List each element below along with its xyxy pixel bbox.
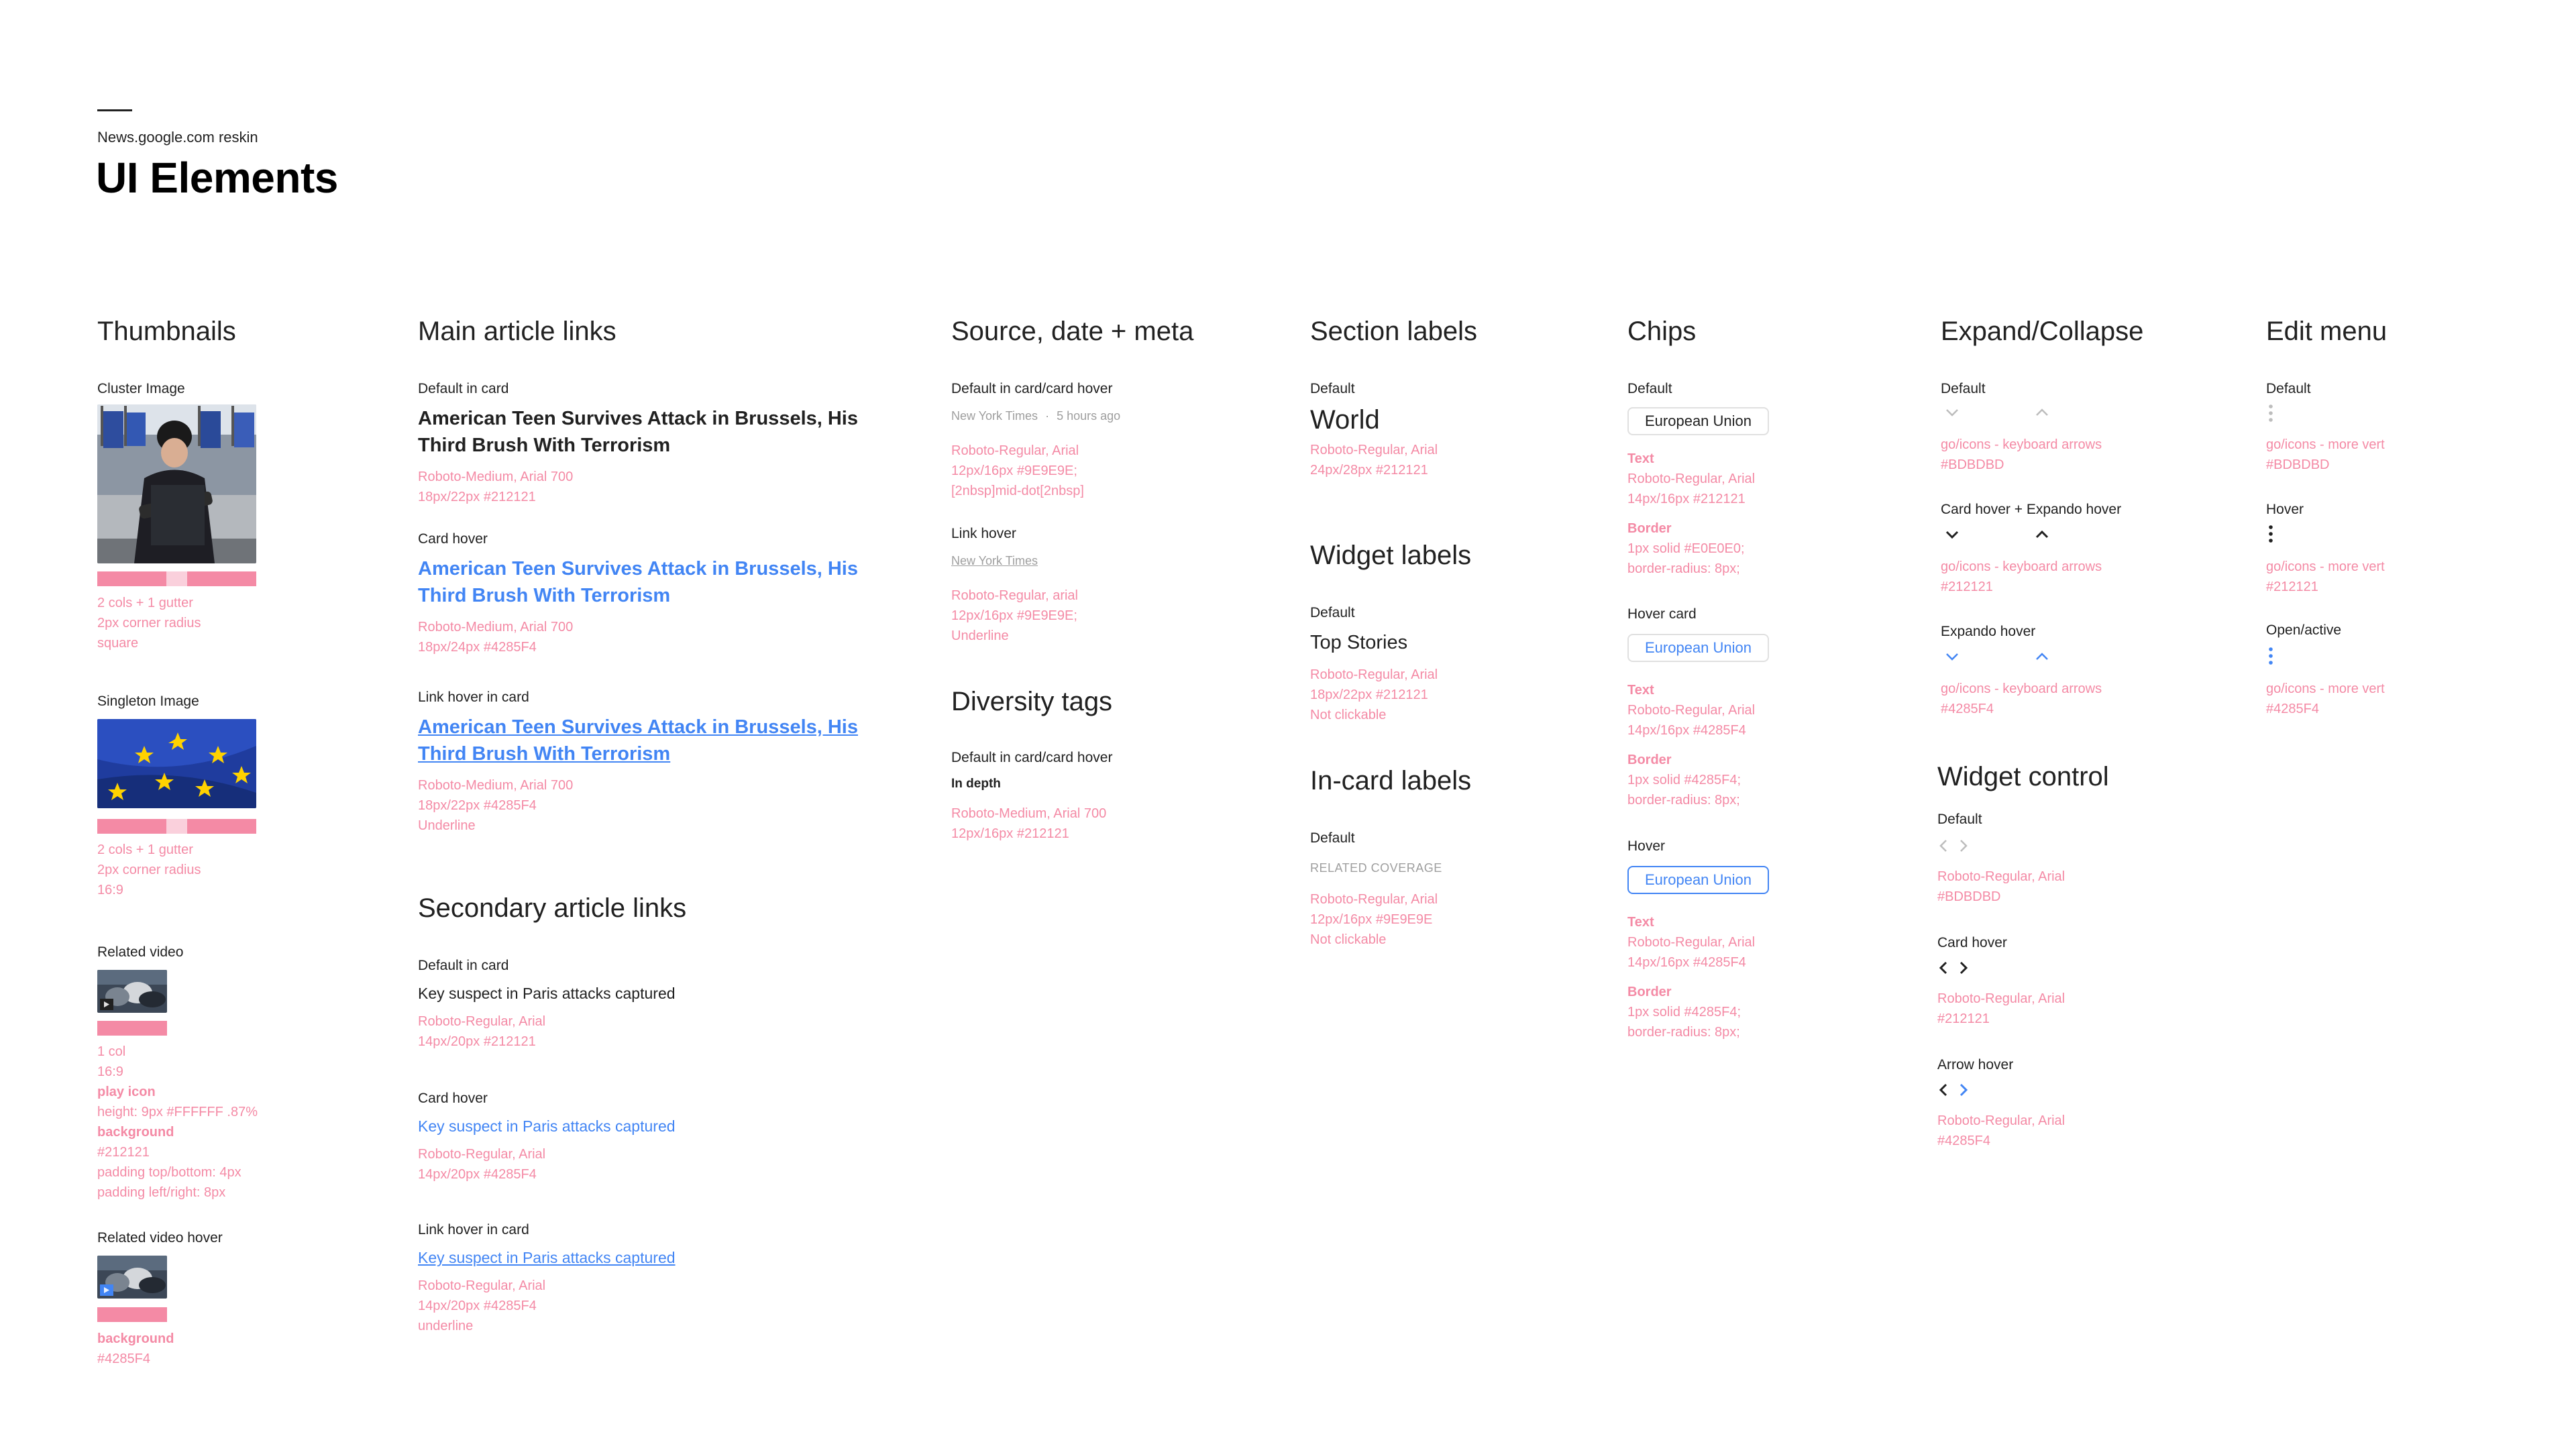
spec-line: 18px/24px #4285F4 [418,640,537,655]
thumbnails-title: Thumbnails [97,317,236,346]
chip-hover-spec [1627,912,1755,1042]
spec-line: 2 cols + 1 gutter [97,842,193,857]
edit-hover-label: Hover [2266,502,2304,517]
widget-control-card-hover-spec [1937,989,2065,1029]
expand-card-hover-spec [1941,557,2102,597]
spec-line: Roboto-Regular, Arial [1937,869,2065,884]
spec-line: 1 col [97,1044,126,1059]
spec-line: 12px/16px #9E9E9E [1310,912,1433,927]
spec-line: 2px corner radius [97,616,201,630]
spec-line: padding left/right: 8px [97,1185,226,1200]
spec-line: 1px solid #4285F4; [1627,773,1741,787]
edit-open-spec [2266,679,2385,719]
widget-control-arrow-hover-spec [1937,1111,2065,1151]
widget-control-card-hover-label: Card hover [1937,935,2007,950]
singleton-grid-swatch [97,819,256,834]
spec-line: Roboto-Regular, Arial [1627,703,1756,718]
spec-line: Roboto-Medium, Arial 700 [418,778,574,793]
spec-line: go/icons - more vert [2266,681,2385,696]
source-meta-title: Source, date + meta [951,317,1194,346]
edit-menu-title: Edit menu [2266,317,2387,346]
spec-line: border-radius: 8px; [1627,561,1740,576]
spec-line: Roboto-Medium, Arial 700 [418,470,574,484]
page-kicker: News.google.com reskin [97,129,258,146]
spec-line: Roboto-Regular, Arial [1937,991,2065,1006]
spec-line: #BDBDBD [1941,457,2004,472]
spec-line: Roboto-Regular, Arial [1627,935,1756,950]
chip-default-label: Default [1627,381,1672,396]
spec-line: 12px/16px #212121 [951,826,1069,841]
expand-expando-hover-label: Expando hover [1941,624,2036,639]
chevron-left-icon[interactable] [1939,960,1948,975]
spec-line: 14px/16px #4285F4 [1627,723,1746,738]
spec-line: #212121 [97,1145,150,1160]
secondary-link-hover-label: Link hover in card [418,1222,529,1237]
incard-default-label: Default [1310,830,1355,846]
spec-line: 16:9 [97,883,123,897]
widget-control-arrow-hover-label: Arrow hover [1937,1057,2014,1072]
spec-line: 16:9 [97,1064,123,1079]
secondary-links-title: Secondary article links [418,893,687,923]
chevron-down-icon[interactable] [1945,530,1960,539]
spec-line: Roboto-Regular, Arial [418,1278,546,1293]
main-links-title: Main article links [418,317,616,346]
spec-line: 2px corner radius [97,863,201,877]
expand-expando-hover-spec [1941,679,2102,719]
section-labels-title: Section labels [1310,317,1478,346]
more-vert-icon[interactable] [2268,525,2273,543]
spec-line: #212121 [2266,580,2318,594]
spec-line: Roboto-Regular, Arial [1627,472,1756,486]
section-spec [1310,440,1438,480]
chevron-left-icon[interactable] [1939,838,1948,853]
spec-line: underline [418,1319,474,1333]
spec-line: 18px/22px #212121 [1310,687,1428,702]
expand-default-spec [1941,435,2102,475]
spec-line: Roboto-Regular, Arial [1937,1113,2065,1128]
spec-line: 2 cols + 1 gutter [97,596,193,610]
widget-default-label: Default [1310,605,1355,620]
spec-line: go/icons - keyboard arrows [1941,559,2102,574]
spec-line: 24px/28px #212121 [1310,463,1428,478]
chevron-right-icon[interactable] [1959,838,1968,853]
chevron-up-icon[interactable] [2035,408,2049,417]
main-default-label: Default in card [418,381,509,396]
chip-hover[interactable]: European Union [1627,866,1769,894]
spec-line: [2nbsp]mid-dot[2nbsp] [951,484,1084,498]
diversity-label: Default in card/card hover [951,750,1113,765]
secondary-hover-spec [418,1144,545,1185]
spec-line: #BDBDBD [2266,457,2330,472]
source-default-label: Default in card/card hover [951,381,1113,396]
spec-heading: Text [1627,915,1654,930]
spec-line: border-radius: 8px; [1627,793,1740,808]
cluster-spec [97,593,201,653]
widget-labels-title: Widget labels [1310,541,1472,570]
more-vert-icon[interactable] [2268,647,2273,665]
incard-spec [1310,889,1438,950]
spec-line: go/icons - keyboard arrows [1941,437,2102,452]
spec-heading: Border [1627,753,1672,767]
chip-default[interactable]: European Union [1627,407,1769,435]
chevron-up-icon[interactable] [2035,652,2049,661]
widget-control-default-label: Default [1937,812,1982,827]
spec-line: #4285F4 [1941,702,1994,716]
source-meta-line [951,409,1120,423]
secondary-hover-label: Card hover [418,1091,488,1106]
spec-line: Roboto-Medium, Arial 700 [951,806,1107,821]
source-link-hover-label: Link hover [951,526,1016,541]
widget-label: Top Stories [1310,632,1408,653]
cluster-image[interactable] [97,404,256,563]
secondary-default-label: Default in card [418,958,509,973]
secondary-link-hover[interactable]: Key suspect in Paris attacks captured [418,1117,676,1135]
headline-line: American Teen Survives Attack in Brussels, His [418,558,858,580]
source-time: 5 hours ago [1057,409,1121,423]
spec-line: Underline [951,628,1009,643]
cluster-grid-swatch [97,571,256,586]
related-video-hover-thumb[interactable] [97,1256,167,1299]
secondary-link-hover-spec [418,1276,545,1336]
spec-line: Underline [418,818,476,833]
page-title: UI Elements [96,154,338,202]
spec-line: Roboto-Regular, Arial [418,1147,546,1162]
widget-spec [1310,665,1438,725]
spec-heading: background [97,1125,174,1140]
expand-title: Expand/Collapse [1941,317,2144,346]
spec-line: Roboto-Regular, Arial [1310,667,1438,682]
chevron-up-icon[interactable] [2035,530,2049,539]
spec-line: Roboto-Regular, Arial [418,1014,546,1029]
spec-line: Roboto-Regular, Arial [1310,892,1438,907]
widget-control-title: Widget control [1937,762,2109,791]
related-video-label: Related video [97,944,184,960]
chip-hover-label: Hover [1627,838,1666,854]
diversity-spec [951,804,1106,844]
spec-line: go/icons - keyboard arrows [1941,681,2102,696]
spec-heading: Border [1627,985,1672,999]
chevron-left-icon[interactable] [1939,1083,1948,1097]
spec-line: #212121 [1937,1011,1990,1026]
section-label: World [1310,405,1380,435]
play-icon[interactable] [100,999,113,1010]
main-article-link-linkhover[interactable] [418,714,858,767]
spec-line: go/icons - more vert [2266,559,2385,574]
spec-line: square [97,636,139,651]
main-hover-label: Card hover [418,531,488,547]
spec-line: 14px/20px #212121 [418,1034,536,1049]
spec-line: 18px/22px #212121 [418,490,536,504]
main-article-link-default[interactable] [418,405,858,459]
edit-hover-spec [2266,557,2385,597]
main-article-link-hover[interactable] [418,555,858,609]
headline-line: American Teen Survives Attack in Brussels, His [418,408,858,429]
diversity-title: Diversity tags [951,687,1113,716]
chevron-down-icon[interactable] [1945,652,1960,661]
play-icon[interactable] [100,1284,113,1296]
chips-title: Chips [1627,317,1697,346]
main-default-spec [418,467,573,507]
headline-line: Third Brush With Terrorism [418,743,671,765]
main-link-hover-spec [418,775,573,836]
source-name-hover[interactable]: New York Times [951,554,1038,567]
singleton-image-label: Singleton Image [97,694,199,709]
chip-hover-card-spec [1627,680,1755,810]
incard-labels-title: In-card labels [1310,766,1472,795]
spec-line: 14px/16px #212121 [1627,492,1746,506]
secondary-link-default[interactable]: Key suspect in Paris attacks captured [418,985,676,1002]
chevron-right-icon[interactable] [1959,1083,1968,1097]
spec-line: 14px/16px #4285F4 [1627,955,1746,970]
source-default-spec [951,441,1084,501]
secondary-link-linkhover[interactable]: Key suspect in Paris attacks captured [418,1249,676,1266]
diversity-tag: In depth [951,777,1001,791]
header-rule [97,109,132,111]
chevron-right-icon[interactable] [1959,960,1968,975]
edit-open-label: Open/active [2266,622,2342,638]
edit-default-spec [2266,435,2385,475]
chip-hover-card-label: Hover card [1627,606,1697,622]
spec-heading: play icon [97,1085,156,1099]
gutter-swatch [166,819,187,834]
more-vert-icon[interactable] [2268,404,2273,423]
spec-line: height: 9px #FFFFFF .87% [97,1105,258,1119]
cluster-image-label: Cluster Image [97,381,185,396]
source-name[interactable]: New York Times [951,409,1038,423]
gutter-swatch [166,571,187,586]
spec-heading: background [97,1331,174,1346]
source-link-hover-spec [951,586,1078,646]
spec-line: 18px/22px #4285F4 [418,798,537,813]
spec-line: Roboto-Regular, arial [951,588,1078,603]
spec-line: 1px solid #E0E0E0; [1627,541,1745,556]
spec-line: #4285F4 [2266,702,2319,716]
mid-dot: · [1045,409,1050,423]
spec-line: #BDBDBD [1937,889,2001,904]
video-hover-grid-swatch [97,1307,167,1322]
spec-line: Roboto-Regular, Arial [1310,443,1438,457]
spec-line: Roboto-Regular, Arial [951,443,1079,458]
headline-line: Third Brush With Terrorism [418,585,671,606]
spec-line: go/icons - more vert [2266,437,2385,452]
spec-line: 12px/16px #9E9E9E; [951,608,1077,623]
headline-line: American Teen Survives Attack in Brussels, His [418,716,858,738]
spec-line: #212121 [1941,580,1993,594]
spec-line: #4285F4 [1937,1134,1990,1148]
secondary-default-spec [418,1011,545,1052]
related-video-hover-label: Related video hover [97,1230,223,1246]
widget-control-default-spec [1937,867,2065,907]
main-link-hover-label: Link hover in card [418,690,529,705]
video-spec [97,1042,258,1203]
spec-line: padding top/bottom: 4px [97,1165,241,1180]
edit-default-label: Default [2266,381,2311,396]
headline-line: Third Brush With Terrorism [418,435,671,456]
expand-card-hover-label: Card hover + Expando hover [1941,502,2122,517]
spec-line: #4285F4 [97,1352,150,1366]
main-hover-spec [418,617,573,657]
section-default-label: Default [1310,381,1355,396]
spec-line: 12px/16px #9E9E9E; [951,463,1077,478]
spec-line: Not clickable [1310,708,1387,722]
spec-line: 14px/20px #4285F4 [418,1167,537,1182]
related-video-thumb[interactable] [97,970,167,1013]
spec-line: Roboto-Medium, Arial 700 [418,620,574,635]
spec-line: Not clickable [1310,932,1387,947]
singleton-spec [97,840,201,900]
spec-heading: Text [1627,683,1654,698]
spec-line: 1px solid #4285F4; [1627,1005,1741,1020]
spec-heading: Text [1627,451,1654,466]
spec-line: border-radius: 8px; [1627,1025,1740,1040]
singleton-image[interactable] [97,719,256,808]
incard-label: RELATED COVERAGE [1310,861,1442,875]
chip-default-spec [1627,449,1755,579]
spec-heading: Border [1627,521,1672,536]
video-grid-swatch [97,1021,167,1036]
video-hover-spec [97,1329,174,1369]
expand-default-label: Default [1941,381,1986,396]
chevron-down-icon[interactable] [1945,408,1960,417]
chip-hover-card[interactable]: European Union [1627,634,1769,662]
spec-line: 14px/20px #4285F4 [418,1299,537,1313]
